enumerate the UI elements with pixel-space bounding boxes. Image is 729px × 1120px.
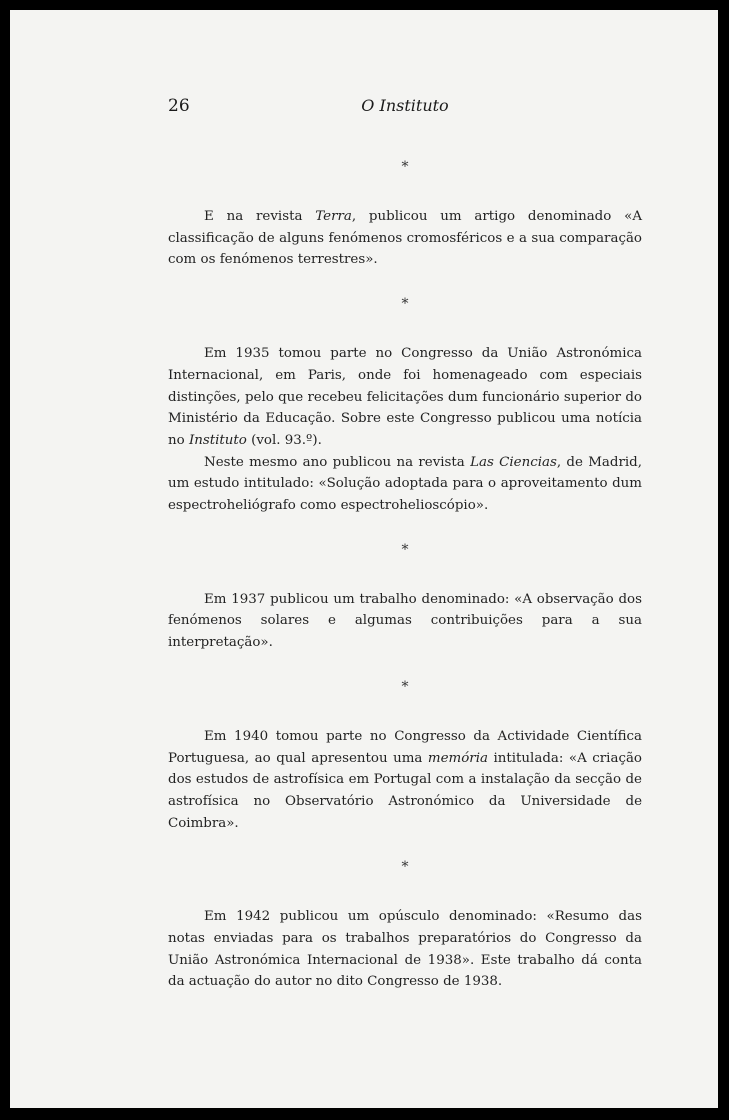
paragraph-text: , de Madrid, um estudo intitulado: «Solução adoptada para o aproveitamento dum espectroheliógrafo como espectrohelioscópio». xyxy=(168,454,642,514)
document-page xyxy=(10,10,718,1108)
section-separator: * xyxy=(401,859,409,876)
paragraph-text: Em 1940 tomou parte no Congresso da Actividade Científica Portuguesa, ao qual apresentou uma xyxy=(168,728,642,766)
page-number: 26 xyxy=(168,96,190,116)
section-separator: * xyxy=(401,678,409,695)
section-separator: * xyxy=(401,296,409,313)
memoria-word: memória xyxy=(427,750,488,766)
section-separator: * xyxy=(401,541,409,558)
running-title: O Instituto xyxy=(361,96,449,115)
paragraph-text: E na revista xyxy=(204,209,316,224)
paragraph-las-ciencias xyxy=(168,452,642,517)
body-text xyxy=(168,158,642,993)
paragraph-text: Neste mesmo ano publicou na revista xyxy=(204,454,471,470)
paragraph-text: intitulada: «A criação dos estudos de astrofísica em Portugal com a instalação da secção de astrofísica no Observatório Astronómico da Universidade de Coimbra». xyxy=(168,750,642,831)
paragraph-text: Em 1935 tomou parte no Congresso da União Astronómica Internacional, em Paris, onde foi homenageado com especiais distinções, pelo que recebeu felicitações dum funcionário superior do Ministério da Educação. Sobre este Congresso publicou uma notícia no xyxy=(168,346,642,448)
page-header xyxy=(168,96,642,120)
paragraph-1935 xyxy=(168,343,642,452)
journal-title: Terra xyxy=(315,209,352,224)
journal-title: Instituto xyxy=(188,432,247,448)
paragraph-1942: Em 1942 publicou um opúsculo denominado: «Resumo das notas enviadas para os trabalhos preparatórios do Congresso da União Astronómica Internacional de 1938». Este trabalho dá conta da actuação do autor no dito Congresso de 1938. xyxy=(168,909,642,990)
paragraph-text: , publicou um artigo denominado «A classificação de alguns fenómenos cromosféricos e a sua comparação com os fenómenos terrestres». xyxy=(168,209,642,268)
paragraph-1937: Em 1937 publicou um trabalho denominado: «A observação dos fenómenos solares e algumas contribuições para a sua interpretação». xyxy=(168,591,642,651)
paragraph-text: (vol. 93.º). xyxy=(246,432,322,448)
paragraph-1940 xyxy=(168,726,642,835)
journal-title: Las Ciencias xyxy=(470,454,557,470)
paragraph-terra xyxy=(168,206,642,271)
section-separator: * xyxy=(401,159,409,175)
